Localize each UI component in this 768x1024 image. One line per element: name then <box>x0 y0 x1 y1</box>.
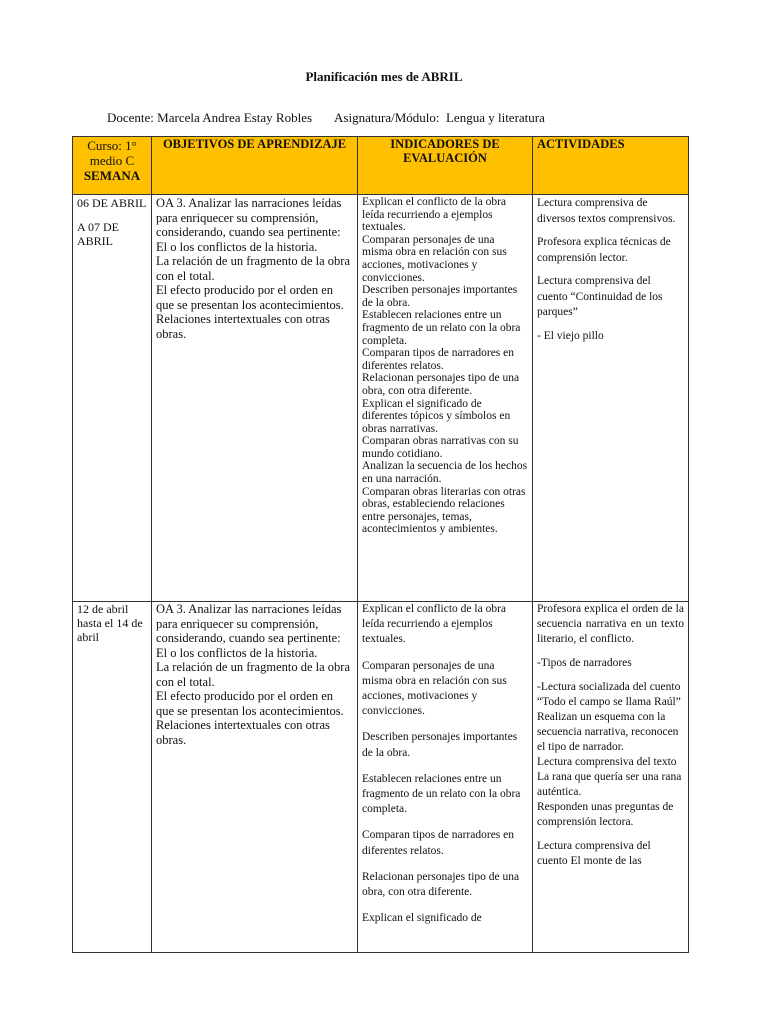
activities-cell <box>533 195 689 602</box>
indicators-cell <box>358 195 533 602</box>
objective-item: Relaciones intertextuales con otras obras. <box>156 718 330 747</box>
activity-item: Lectura comprensiva del cuento El monte de las <box>537 840 651 867</box>
planning-table <box>72 136 689 953</box>
header-actividades: ACTIVIDADES <box>533 137 689 195</box>
indicator-item: Relacionan personajes tipo de una obra, con otra diferente. <box>362 372 520 397</box>
objective-item: OA 3. Analizar las narraciones leídas para enriquecer su comprensión, considerando, cuando sea pertinente: <box>156 602 342 645</box>
indicator-item: Explican el significado de diferentes tópicos y símbolos en obras narrativas. <box>362 397 511 435</box>
objective-item: El efecto producido por el orden en que se presentan los acontecimientos. <box>156 689 344 718</box>
docente-label: Docente: <box>107 110 154 125</box>
activity-item: -Lectura socializada del cuento “Todo el campo se llama Raúl” <box>537 681 681 708</box>
week-start: 06 DE ABRIL <box>77 196 147 210</box>
asignatura-name: Lengua y literatura <box>445 110 545 125</box>
indicator-item: Describen personajes importantes de la obra. <box>362 284 518 309</box>
week-range: 12 de abril hasta el 14 de abril <box>77 602 143 644</box>
activities-cell <box>533 602 689 953</box>
activity-item: Lectura comprensiva de diversos textos comprensivos. <box>537 197 676 225</box>
indicator-item: Comparan personajes de una misma obra en relación con sus acciones, motivaciones y convicciones. <box>362 659 507 718</box>
header-curso <box>73 137 152 195</box>
objective-item: El o los conflictos de la historia. <box>156 239 318 254</box>
indicator-item: Comparan tipos de narradores en diferentes relatos. <box>362 347 515 372</box>
header-info <box>107 110 545 126</box>
activity-item: Lectura comprensiva del cuento “Continuidad de los parques” <box>537 275 663 318</box>
objective-item: OA 3. Analizar las narraciones leídas para enriquecer su comprensión, considerando, cuando sea pertinente: <box>156 196 342 239</box>
objectives-cell <box>152 195 358 602</box>
indicator-item: Comparan obras literarias con otras obras, estableciendo relaciones entre personajes, temas, acontecimientos y ambientes. <box>362 485 526 536</box>
document-title: Planificación mes de ABRIL <box>305 69 463 84</box>
week-cell <box>73 602 152 953</box>
activity-item: Profesora explica técnicas de comprensión lector. <box>537 236 671 264</box>
objective-item: Relaciones intertextuales con otras obras. <box>156 312 330 341</box>
indicator-item: Comparan tipos de narradores en diferentes relatos. <box>362 829 515 857</box>
objective-item: El o los conflictos de la historia. <box>156 645 318 660</box>
objective-item: La relación de un fragmento de la obra con el total. <box>156 254 351 283</box>
activity-item: -Tipos de narradores <box>537 657 632 669</box>
activity-item: Lectura comprensiva del texto La rana que quería ser una rana auténtica. <box>537 756 682 798</box>
indicator-item: Explican el conflicto de la obra leída recurriendo a ejemplos textuales. <box>362 603 507 646</box>
indicator-item: Describen personajes importantes de la obra. <box>362 731 518 759</box>
objectives-cell <box>152 602 358 953</box>
table-row <box>73 195 689 602</box>
objective-item: El efecto producido por el orden en que se presentan los acontecimientos. <box>156 283 344 312</box>
indicator-item: Relacionan personajes tipo de una obra, con otra diferente. <box>362 870 520 899</box>
indicator-item: Establecen relaciones entre un fragmento de un relato con la obra completa. <box>362 772 521 816</box>
header-curso-label: Curso: 1° medio C <box>87 138 137 168</box>
table-row <box>73 602 689 953</box>
asignatura-label: Asignatura/Módulo: <box>334 110 440 125</box>
indicator-item: Comparan obras narrativas con su mundo cotidiano. <box>362 435 519 460</box>
week-cell <box>73 195 152 602</box>
activity-item: Profesora explica el orden de la secuencia narrativa en un texto literario, el conflicto. <box>537 603 684 645</box>
activity-item: - El viejo pillo <box>537 329 604 342</box>
indicator-item: Explican el conflicto de la obra leída recurriendo a ejemplos textuales. <box>362 196 507 234</box>
indicator-item: Explican el significado de <box>362 912 482 925</box>
header-indicadores: INDICADORES DE EVALUACIÓN <box>358 137 533 195</box>
activity-item: Responden unas preguntas de comprensión lectora. <box>537 801 674 828</box>
indicator-item: Analizan la secuencia de los hechos en una narración. <box>362 460 528 486</box>
indicators-cell <box>358 602 533 953</box>
header-semana: SEMANA <box>83 168 141 183</box>
week-end: A 07 DE ABRIL <box>77 220 119 248</box>
indicator-item: Establecen relaciones entre un fragmento de un relato con la obra completa. <box>362 309 521 347</box>
indicator-item: Comparan personajes de una misma obra en relación con sus acciones, motivaciones y convicciones. <box>362 233 507 284</box>
header-objetivos: OBJETIVOS DE APRENDIZAJE <box>152 137 358 195</box>
docente-name: Marcela Andrea Estay Robles <box>157 110 313 125</box>
activity-item: Realizan un esquema con la secuencia narrativa, reconocen el tipo de narrador. <box>537 711 679 753</box>
objective-item: La relación de un fragmento de la obra con el total. <box>156 660 351 689</box>
table-header-row <box>73 137 689 195</box>
